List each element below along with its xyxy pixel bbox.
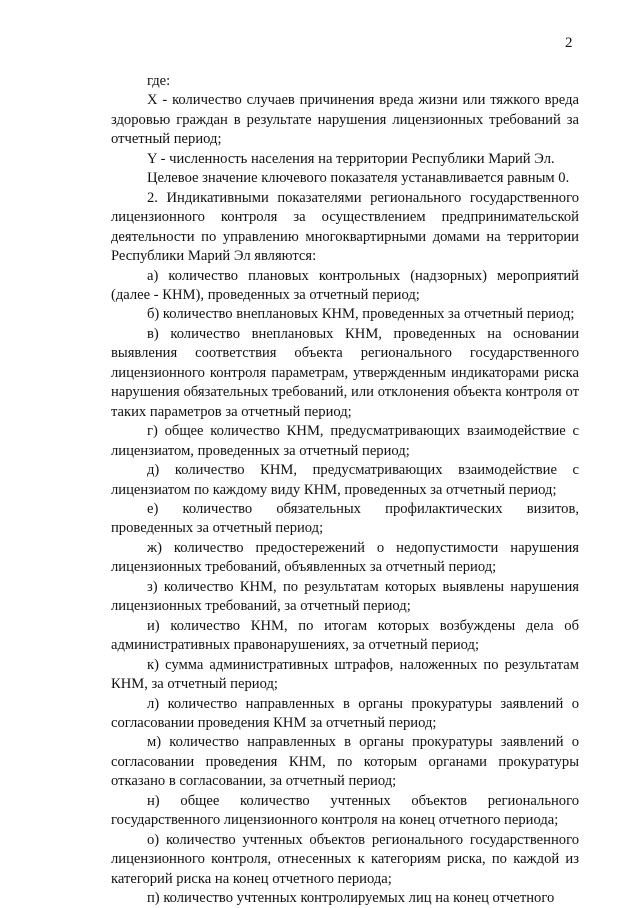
list-item-v: в) количество внеплановых КНМ, проведенных на основании выявления соответствия объекта регионального государственного лицензионного контроля параметрам, утвержденным индикаторами риска нарушения обязательных требований, или отклонения объекта контроля от таких параметров за отчетный период; [111,325,579,420]
list-item-d: д) количество КНМ, предусматривающих взаимодействие с лицензиатом по каждому виду КНМ, проведенных за отчетный период; [111,462,579,498]
list-item-b: б) количество внеплановых КНМ, проведенных за отчетный период; [147,306,575,323]
paragraph-x-definition: X - количество случаев причинения вреда жизни или тяжкого вреда здоровью граждан в результате нарушения лицензионных требований за отчетный период; [111,92,579,148]
document-body [111,72,579,908]
list-item-o: о) количество учтенных объектов регионального государственного лицензионного контроля, отнесенных к категориям риска, по каждой из категорий риска на конец отчетного периода; [111,831,579,887]
paragraph-where: где: [147,73,171,89]
page-number: 2 [565,35,573,51]
paragraph-indicative-intro: 2. Индикативными показателями регионального государственного лицензионного контроля за осуществлением предпринимательской деятельности по управлению многоквартирными домами на территории Республики Марий Эл являются: [111,189,579,265]
list-item-n: н) общее количество учтенных объектов регионального государственного лицензионного контроля на конец отчетного периода; [111,792,579,829]
list-item-e: е) количество обязательных профилактических визитов, проведенных за отчетный период; [111,500,579,537]
list-item-zh: ж) количество предостережений о недопустимости нарушения лицензионных требований, объявленных за отчетный период; [111,539,579,576]
list-item-l: л) количество направленных в органы прокуратуры заявлений о согласовании проведения КНМ за отчетный период; [111,695,579,731]
list-item-m: м) количество направленных в органы прокуратуры заявлений о согласовании проведения КНМ, по которым органами прокуратуры отказано в согласовании, за отчетный период; [111,734,579,790]
list-item-z: з) количество КНМ, по результатам которых выявлены нарушения лицензионных требований, за отчетный период; [111,578,579,615]
list-item-a: а) количество плановых контрольных (надзорных) мероприятий (далее - КНМ), проведенных за отчетный период; [111,267,579,303]
list-item-i: и) количество КНМ, по итогам которых возбуждены дела об административных правонарушениях, за отчетный период; [111,617,579,654]
paragraph-y-definition: Y - численность населения на территории Республики Марий Эл. [147,150,555,167]
list-item-g: г) общее количество КНМ, предусматривающих взаимодействие с лицензиатом, проведенных за отчетный период; [111,423,579,459]
list-item-p: п) количество учтенных контролируемых лиц на конец отчетного [147,890,555,907]
list-item-k: к) сумма административных штрафов, наложенных по результатам КНМ, за отчетный период; [111,656,579,693]
paragraph-target-value: Целевое значение ключевого показателя устанавливается равным 0. [147,170,570,187]
